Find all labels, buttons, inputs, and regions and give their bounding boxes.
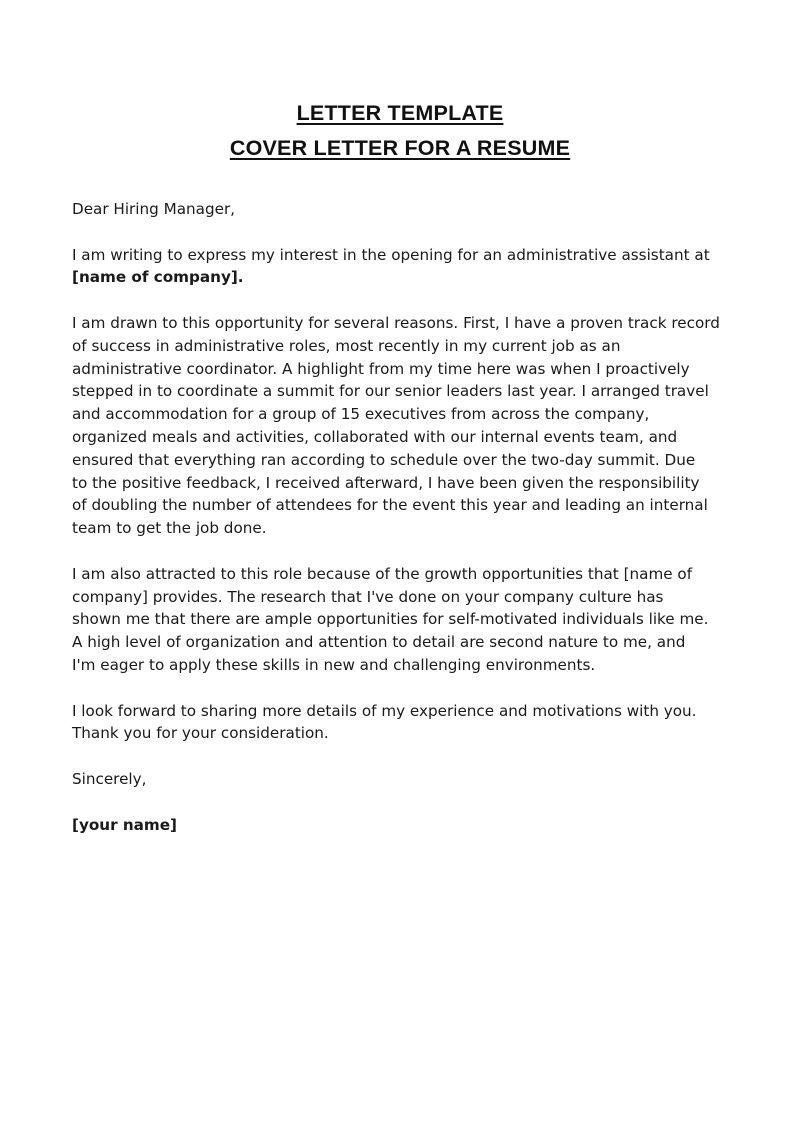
closing-text: Sincerely, (72, 769, 147, 788)
paragraph-line: stepped in to coordinate a summit for our senior leaders last year. I arranged travel (72, 382, 709, 401)
paragraph-line: I am drawn to this opportunity for several reasons. First, I have a proven track record (72, 313, 720, 332)
paragraph-line: ensured that everything ran according to schedule over the two-day summit. Due (72, 450, 696, 469)
paragraph-intro (72, 244, 742, 290)
paragraph-motivation (72, 563, 742, 677)
document-title: LETTER TEMPLATE (296, 101, 504, 125)
paragraph-line: administrative coordinator. A highlight from my time here was when I proactively (72, 359, 690, 378)
paragraph-line: to the positive feedback, I received afterward, I have been given the responsibility (72, 473, 700, 492)
paragraph-line: organized meals and activities, collaborated with our internal events team, and (72, 427, 678, 446)
company-placeholder: [name of company]. (72, 268, 244, 287)
paragraph-line: I am writing to express my interest in the opening for an administrative assistant at (72, 245, 710, 264)
paragraph-line: company] provides. The research that I've done on your company culture has (72, 587, 664, 606)
title-block (0, 96, 800, 166)
signature (72, 814, 742, 837)
paragraph-line: team to get the job done. (72, 519, 267, 538)
document-subtitle: COVER LETTER FOR A RESUME (229, 136, 571, 160)
paragraph-closing (72, 700, 742, 746)
salutation-text: Dear Hiring Manager, (72, 200, 236, 218)
paragraph-line: and accommodation for a group of 15 executives from across the company, (72, 405, 650, 424)
letter-body (72, 198, 742, 859)
paragraph-experience (72, 312, 742, 540)
paragraph-line: of success in administrative roles, most recently in my current job as an (72, 336, 621, 355)
paragraph-line: shown me that there are ample opportunities for self-motivated individuals like me. (72, 610, 709, 629)
paragraph-line: A high level of organization and attention to detail are second nature to me, and (72, 633, 686, 652)
signature-placeholder: [your name] (72, 815, 177, 834)
paragraph-line: I am also attracted to this role because of the growth opportunities that [name of (72, 564, 693, 583)
closing (72, 768, 742, 791)
paragraph-line: of doubling the number of attendees for the event this year and leading an internal (72, 496, 708, 515)
paragraph-line: Thank you for your consideration. (72, 724, 329, 743)
paragraph-line: I look forward to sharing more details of my experience and motivations with you. (72, 701, 697, 720)
paragraph-line: I'm eager to apply these skills in new and challenging environments. (72, 655, 596, 674)
salutation (72, 198, 742, 221)
